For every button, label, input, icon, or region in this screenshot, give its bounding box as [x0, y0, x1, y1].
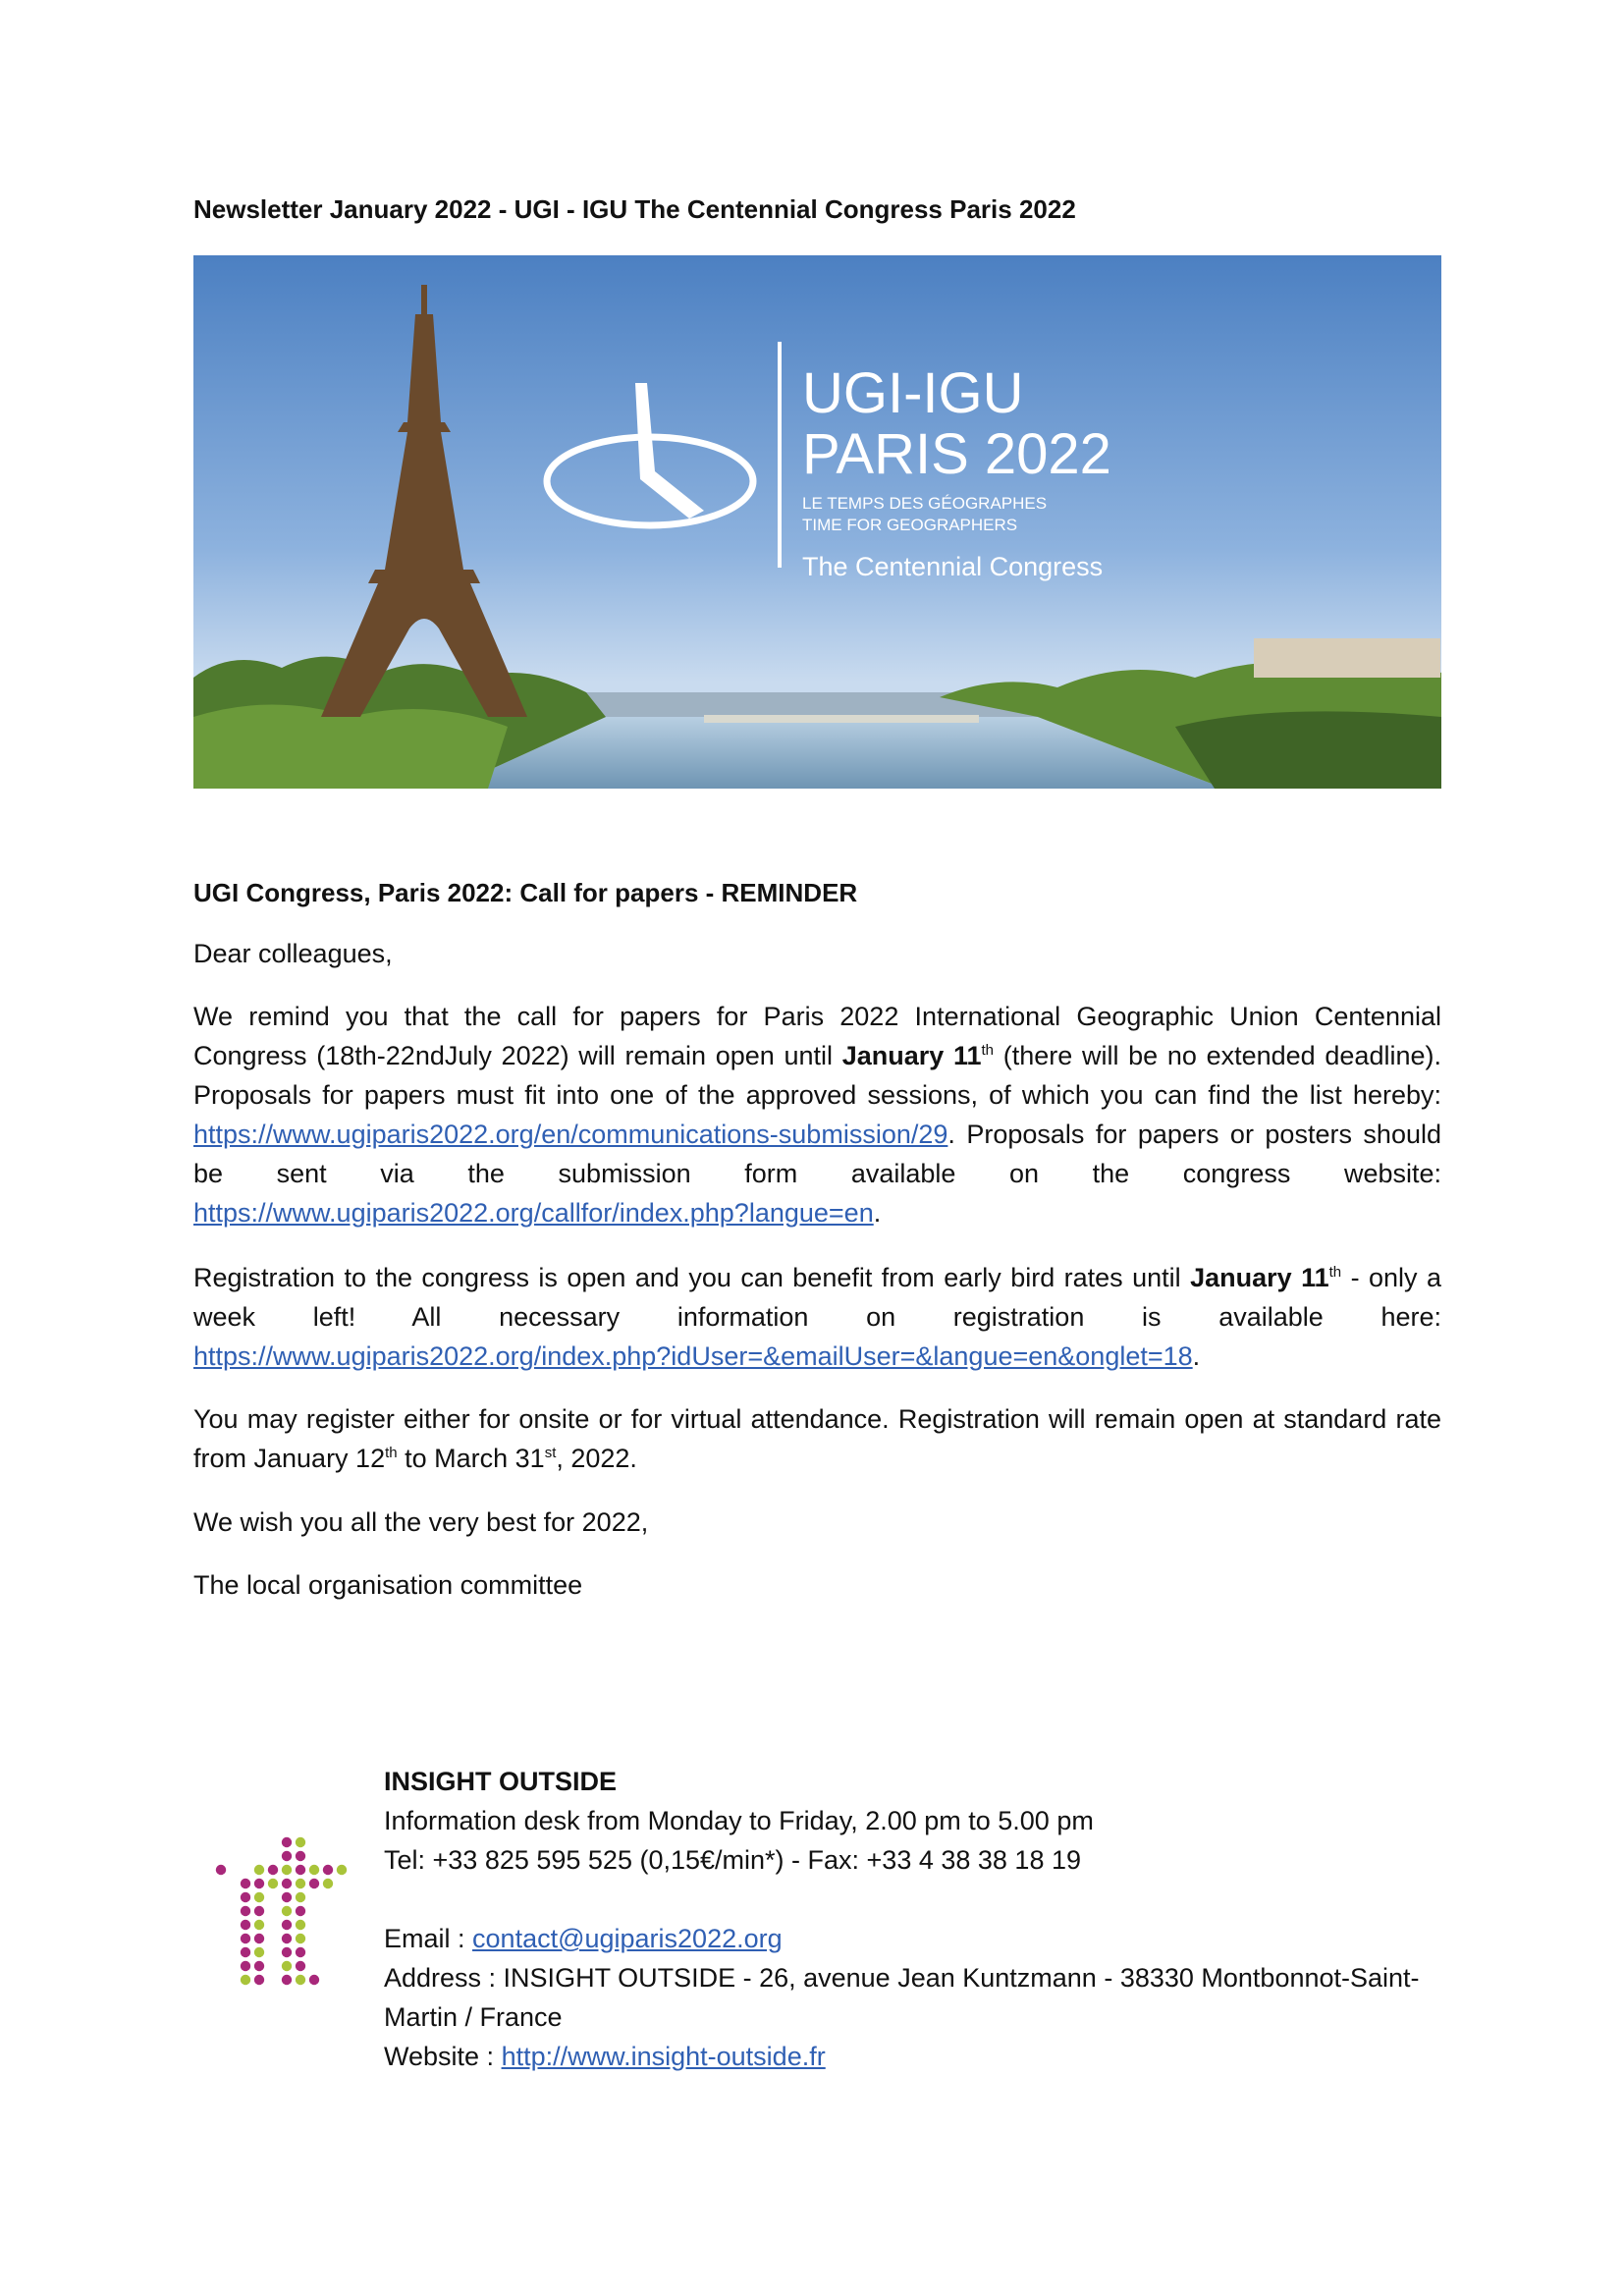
logo-dot	[241, 1961, 250, 1971]
logo-dot	[268, 1865, 278, 1875]
logo-dot	[282, 1851, 292, 1861]
logo-dot	[296, 1975, 305, 1985]
logo-dot	[282, 1975, 292, 1985]
logo-dot	[254, 1865, 264, 1875]
logo-dot	[337, 1865, 347, 1875]
section-title: UGI Congress, Paris 2022: Call for papers - REMINDER	[193, 878, 858, 907]
logo-dot	[309, 1975, 319, 1985]
logo-dot	[323, 1879, 333, 1888]
logo-dot	[241, 1892, 250, 1902]
logo-dot	[241, 1879, 250, 1888]
contact-block	[384, 1762, 1444, 2076]
banner-line-centennial: The Centennial Congress	[802, 552, 1104, 581]
logo-dot	[282, 1961, 292, 1971]
contact-address: Address : INSIGHT OUTSIDE - 26, avenue Jean Kuntzmann - 38330 Montbonnot-Saint-Martin / France	[384, 1963, 1420, 2032]
logo-dot	[282, 1892, 292, 1902]
logo-dot	[268, 1879, 278, 1888]
logo-dot	[296, 1865, 305, 1875]
logo-dot	[282, 1879, 292, 1888]
logo-dot	[296, 1837, 305, 1847]
banner-line-temps: LE TEMPS DES GÉOGRAPHES	[802, 494, 1048, 513]
signature-committee: The local organisation committee	[193, 1570, 583, 1600]
insight-outside-logo-icon	[206, 1827, 353, 2008]
logo-dot	[241, 1975, 250, 1985]
logo-dot	[254, 1892, 264, 1902]
banner-line-paris-2022: PARIS 2022	[802, 422, 1111, 486]
logo-dot	[241, 1947, 250, 1957]
paragraph-attendance: You may register either for onsite or for virtual attendance. Registration will remain open at standard rate from January 12th to March 31st, 2022.	[193, 1404, 1441, 1473]
banner-line-ugi-igu: UGI-IGU	[802, 361, 1024, 425]
paragraph-registration: Registration to the congress is open and you can benefit from early bird rates until January 11th - only a week left! All necessary information on registration is available here: https://www.ugiparis2022.org/index.php?idUser=&emailUser=&langue=en&onglet=18.	[193, 1263, 1442, 1371]
paragraph-call-for-papers: We remind you that the call for papers for Paris 2022 International Geographic Union Centennial Congress (18th-22ndJuly 2022) will remain open until January 11th (there will be no extended deadline). Proposals for papers must fit into one of the approved sessions, of which you can find the list hereby: https://www.ugiparis2022.org/en/communications-submission/29. Proposals for papers or posters should be sent via the submission form available on the congress website: https://www.ugiparis2022.org/callfor/index.php?langue=en.	[193, 1002, 1441, 1228]
logo-dot	[241, 1934, 250, 1943]
logo-dot	[216, 1865, 226, 1875]
registration-link[interactable]: https://www.ugiparis2022.org/index.php?idUser=&emailUser=&langue=en&onglet=18	[193, 1341, 1193, 1371]
sessions-link[interactable]: https://www.ugiparis2022.org/en/communications-submission/29	[193, 1120, 948, 1149]
logo-dot	[296, 1879, 305, 1888]
logo-dot	[254, 1906, 264, 1916]
contact-org-name: INSIGHT OUTSIDE	[384, 1767, 618, 1796]
newsletter-title: Newsletter January 2022 - UGI - IGU The Centennial Congress Paris 2022	[193, 194, 1076, 224]
logo-dot	[241, 1920, 250, 1930]
logo-dot	[296, 1947, 305, 1957]
paragraph-wishes: We wish you all the very best for 2022,	[193, 1507, 649, 1537]
logo-dot	[323, 1865, 333, 1875]
logo-dot	[309, 1879, 319, 1888]
logo-dot	[309, 1865, 319, 1875]
contact-email-link[interactable]: contact@ugiparis2022.org	[472, 1924, 783, 1953]
contact-email-line: Email : contact@ugiparis2022.org	[384, 1924, 783, 1953]
logo-dot	[282, 1920, 292, 1930]
congress-banner-image	[193, 255, 1441, 789]
logo-dot	[296, 1906, 305, 1916]
logo-dot	[254, 1961, 264, 1971]
logo-dot	[282, 1947, 292, 1957]
logo-dot	[296, 1892, 305, 1902]
contact-hours: Information desk from Monday to Friday, 2.00 pm to 5.00 pm	[384, 1806, 1094, 1835]
logo-dot	[254, 1920, 264, 1930]
contact-phone: Tel: +33 825 595 525 (0,15€/min*) - Fax: +33 4 38 38 18 19	[384, 1845, 1081, 1875]
logo-dot	[254, 1975, 264, 1985]
logo-dot	[282, 1934, 292, 1943]
logo-dot	[296, 1961, 305, 1971]
contact-website-line: Website : http://www.insight-outside.fr	[384, 2042, 826, 2071]
logo-dot	[296, 1851, 305, 1861]
logo-dot	[282, 1865, 292, 1875]
logo-dot	[254, 1934, 264, 1943]
logo-dot	[241, 1906, 250, 1916]
contact-website-link[interactable]: http://www.insight-outside.fr	[501, 2042, 826, 2071]
logo-dot	[296, 1920, 305, 1930]
logo-dot	[254, 1947, 264, 1957]
logo-dot	[282, 1906, 292, 1916]
logo-dot	[296, 1934, 305, 1943]
banner-line-time: TIME FOR GEOGRAPHERS	[802, 516, 1018, 534]
greeting: Dear colleagues,	[193, 939, 393, 968]
submission-form-link[interactable]: https://www.ugiparis2022.org/callfor/index.php?langue=en	[193, 1198, 874, 1228]
logo-dot	[254, 1879, 264, 1888]
logo-dot	[282, 1837, 292, 1847]
